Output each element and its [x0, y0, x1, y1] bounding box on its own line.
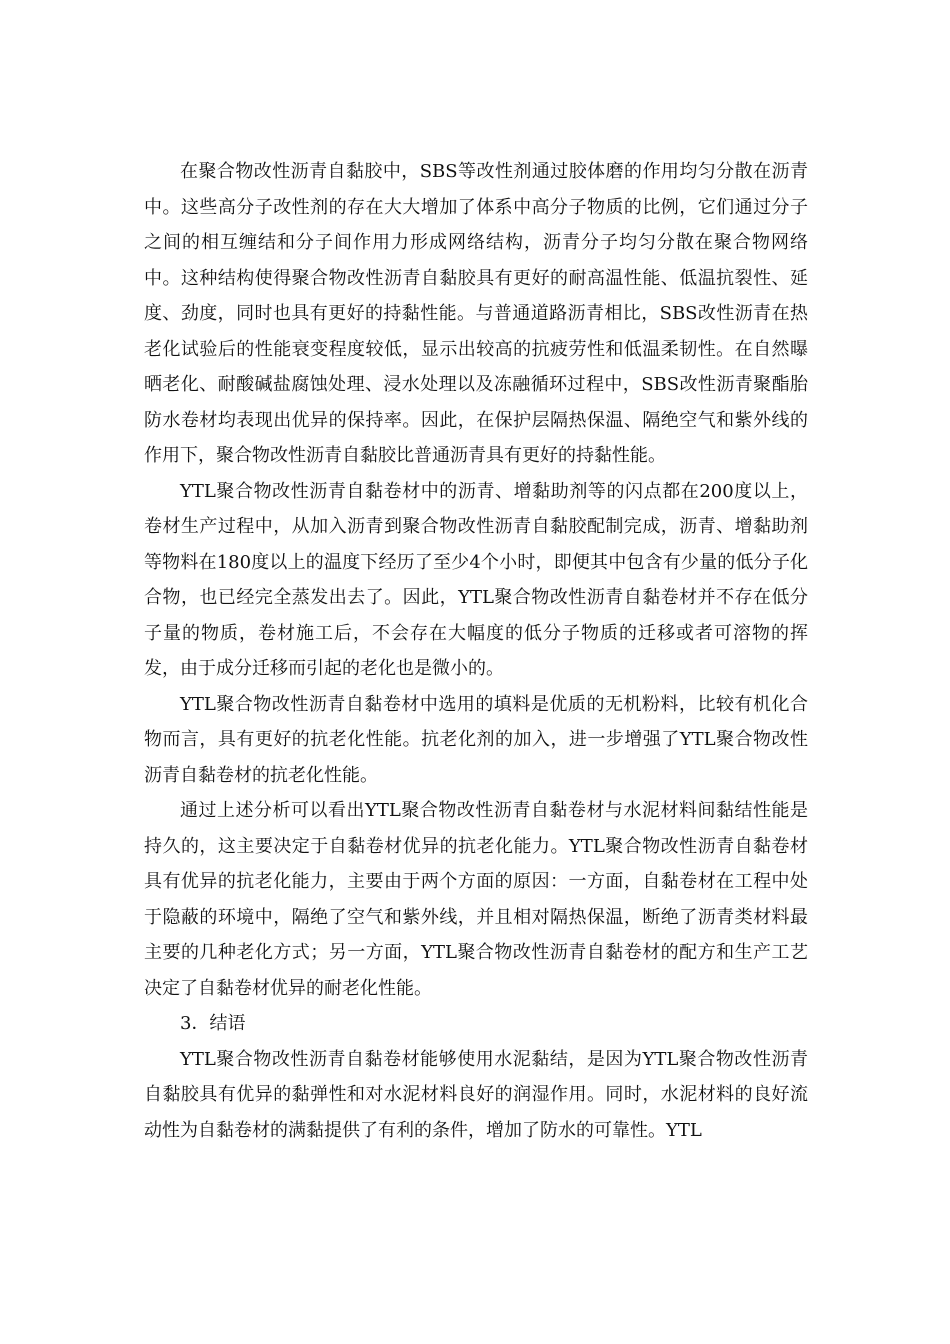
paragraph-analysis: 通过上述分析可以看出YTL聚合物改性沥青自黏卷材与水泥材料间黏结性能是持久的，这主要决定于自黏卷材优异的抗老化能力。YTL聚合物改性沥青自黏卷材具有优异的抗老化能力，主要由于两个方面的原因：一方面，自黏卷材在工程中处于隐蔽的环境中，隔绝了空气和紫外线，并且相对隔热保温，断绝了沥青类材料最主要的几种老化方式；另一方面，YTL聚合物改性沥青自黏卷材的配方和生产工艺决定了自黏卷材优异的耐老化性能。: [144, 800, 808, 999]
section-heading-conclusion: 3．结语: [180, 1013, 246, 1034]
paragraph-conclusion: YTL聚合物改性沥青自黏卷材能够使用水泥黏结，是因为YTL聚合物改性沥青自黏胶具有优异的黏弹性和对水泥材料良好的润湿作用。同时，水泥材料的良好流动性为自黏卷材的满黏提供了有利的条件，增加了防水的可靠性。YTL: [144, 1048, 808, 1141]
paragraph-sbs-modification: 在聚合物改性沥青自黏胶中，SBS等改性剂通过胶体磨的作用均匀分散在沥青中。这些高分子改性剂的存在大大增加了体系中高分子物质的比例，它们通过分子之间的相互缠结和分子间作用力形成网络结构，沥青分子均匀分散在聚合物网络中。这种结构使得聚合物改性沥青自黏胶具有更好的耐高温性能、低温抗裂性、延度、劲度，同时也具有更好的持黏性能。与普通道路沥青相比，SBS改性沥青在热老化试验后的性能衰变程度较低，显示出较高的抗疲劳性和低温柔韧性。在自然曝晒老化、耐酸碱盐腐蚀处理、浸水处理以及冻融循环过程中，SBS改性沥青聚酯胎防水卷材均表现出优异的保持率。因此，在保护层隔热保温、隔绝空气和紫外线的作用下，聚合物改性沥青自黏胶比普通沥青具有更好的持黏性能。: [144, 161, 808, 466]
paragraph-filler: YTL聚合物改性沥青自黏卷材中选用的填料是优质的无机粉料，比较有机化合物而言，具有更好的抗老化性能。抗老化剂的加入，进一步增强了YTL聚合物改性沥青自黏卷材的抗老化性能。: [144, 693, 808, 786]
paragraph-flash-point: YTL聚合物改性沥青自黏卷材中的沥青、增黏助剂等的闪点都在200度以上，卷材生产过程中，从加入沥青到聚合物改性沥青自黏胶配制完成，沥青、增黏助剂等物料在180度以上的温度下经历了至少4个小时，即便其中包含有少量的低分子化合物，也已经完全蒸发出去了。因此，YTL聚合物改性沥青自黏卷材并不存在低分子量的物质，卷材施工后，不会存在大幅度的低分子物质的迁移或者可溶物的挥发，由于成分迁移而引起的老化也是微小的。: [144, 480, 808, 679]
document-body: [144, 154, 808, 1148]
